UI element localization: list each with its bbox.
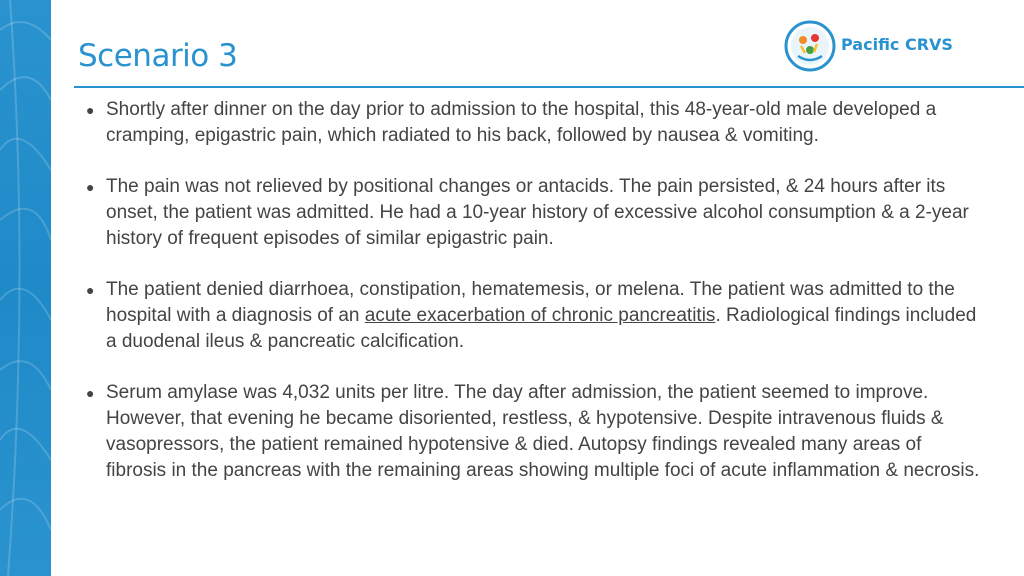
bullet-icon: ● xyxy=(86,282,95,298)
page-title: Scenario 3 xyxy=(78,38,238,74)
bullet-text-before: The patient denied diarrhoea, constipation, hematemesis, or melena. The patient was admitted to the hospital with a diagnosis of an xyxy=(106,279,955,326)
bullet-text: Serum amylase was 4,032 units per litre. The day after admission, the patient seemed to improve. However, that evening he became disoriented, restless, & hypotensive. Despite intravenous fluids & vasopressors, the patient remained hypotensive & died. Autopsy findings revealed many areas of fibrosis in the pancreas with the remaining areas showing multiple foci of acute inflammation & necrosis. xyxy=(106,382,980,481)
bullet-item xyxy=(86,97,986,149)
bullet-icon: ● xyxy=(86,385,95,401)
logo-text: Pacific CRVS xyxy=(841,35,953,54)
logo xyxy=(784,20,964,72)
bullet-text-after: . Radiological findings included a duodenal ileus & pancreatic calcification. xyxy=(106,305,977,352)
bullet-list xyxy=(86,97,986,509)
wave-pattern-icon xyxy=(0,0,51,576)
bullet-text: The pain was not relieved by positional changes or antacids. The pain persisted, & 24 hours after its onset, the patient was admitted. He had a 10-year history of excessive alcohol consumption & a 2-year history of frequent episodes of similar epigastric pain. xyxy=(106,176,969,249)
bullet-item xyxy=(86,380,986,484)
bullet-icon: ● xyxy=(86,102,95,118)
bullet-item xyxy=(86,174,986,252)
decorative-side-band xyxy=(0,0,51,576)
bullet-item xyxy=(86,277,986,355)
pacific-crvs-logo-icon xyxy=(784,20,836,72)
bullet-icon: ● xyxy=(86,179,95,195)
bullet-text: Shortly after dinner on the day prior to admission to the hospital, this 48-year-old male developed a cramping, epigastric pain, which radiated to his back, followed by nausea & vomiting. xyxy=(106,99,937,146)
title-divider xyxy=(74,86,1024,88)
diagnosis-link[interactable]: acute exacerbation of chronic pancreatitis xyxy=(364,305,716,326)
